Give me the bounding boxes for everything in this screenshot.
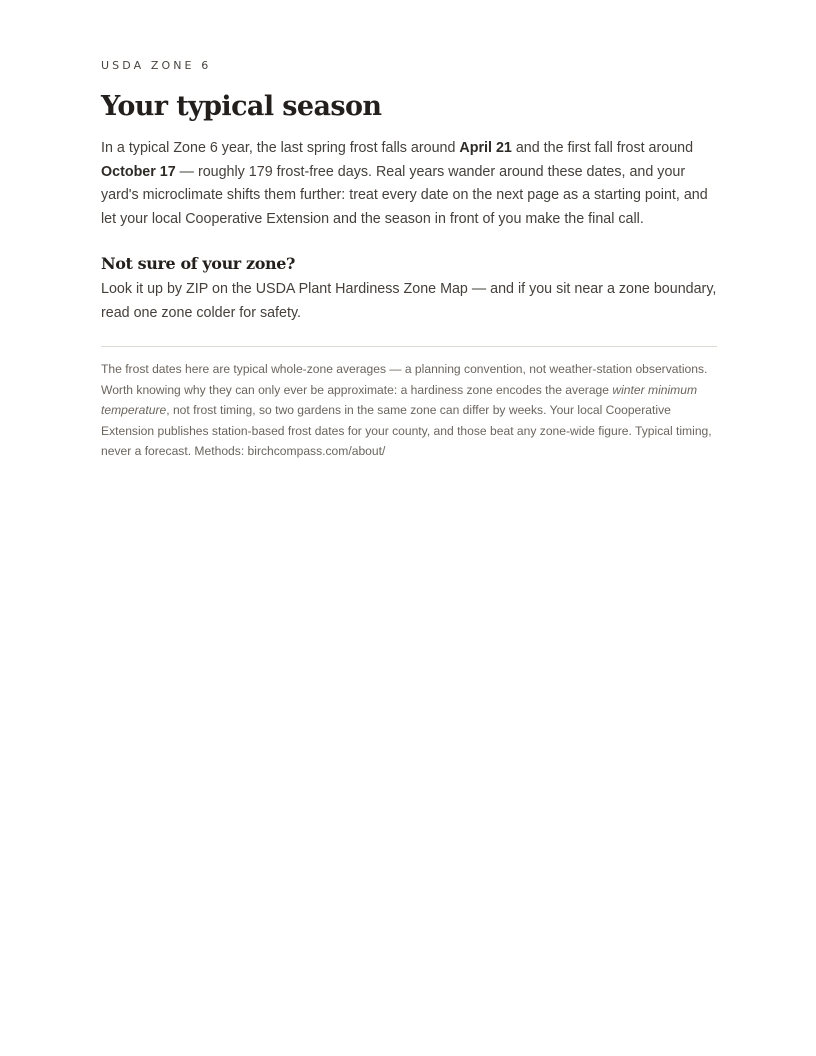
zone-lookup-heading: Not sure of your zone? bbox=[101, 254, 295, 274]
footnote-emphasis: winter minimum temperature bbox=[101, 382, 698, 418]
page-content bbox=[101, 58, 717, 462]
footnote-text: , not frost timing, so two gardens in the same zone can differ by weeks. Your local Cooperative Extension publishes station-based frost dates for your county, and those beat any zone-wide figure. Typical timing, never a forecast. Methods: bbox=[101, 403, 712, 459]
methods-link[interactable]: birchcompass.com/about/ bbox=[247, 444, 386, 459]
season-summary bbox=[101, 137, 717, 231]
season-intro-text: In a typical Zone 6 year, the last spring frost falls around bbox=[101, 140, 460, 156]
zone-eyebrow: USDA ZONE 6 bbox=[101, 59, 212, 72]
section-divider bbox=[101, 346, 717, 347]
season-intro-text: and the first fall frost around bbox=[511, 140, 694, 156]
methods-footnote bbox=[101, 359, 717, 462]
season-intro-text: — roughly 179 frost-free days. Real years wander around these dates, and your yard's microclimate shifts them further: treat every date on the next page as a starting point, and let your local Cooperative Extension and the season in front of you make the final call. bbox=[101, 163, 708, 227]
footnote-text: The frost dates here are typical whole-zone averages — a planning convention, not weather-station observations. Worth knowing why they can only ever be approximate: a hardiness zone encodes the average bbox=[101, 362, 708, 397]
page-title: Your typical season bbox=[101, 91, 382, 122]
first-frost-date: October 17 bbox=[101, 163, 176, 180]
zone-lookup-body: Look it up by ZIP on the USDA Plant Hardiness Zone Map — and if you sit near a zone boundary, read one zone colder for safety. bbox=[101, 281, 717, 321]
last-frost-date: April 21 bbox=[459, 140, 512, 156]
